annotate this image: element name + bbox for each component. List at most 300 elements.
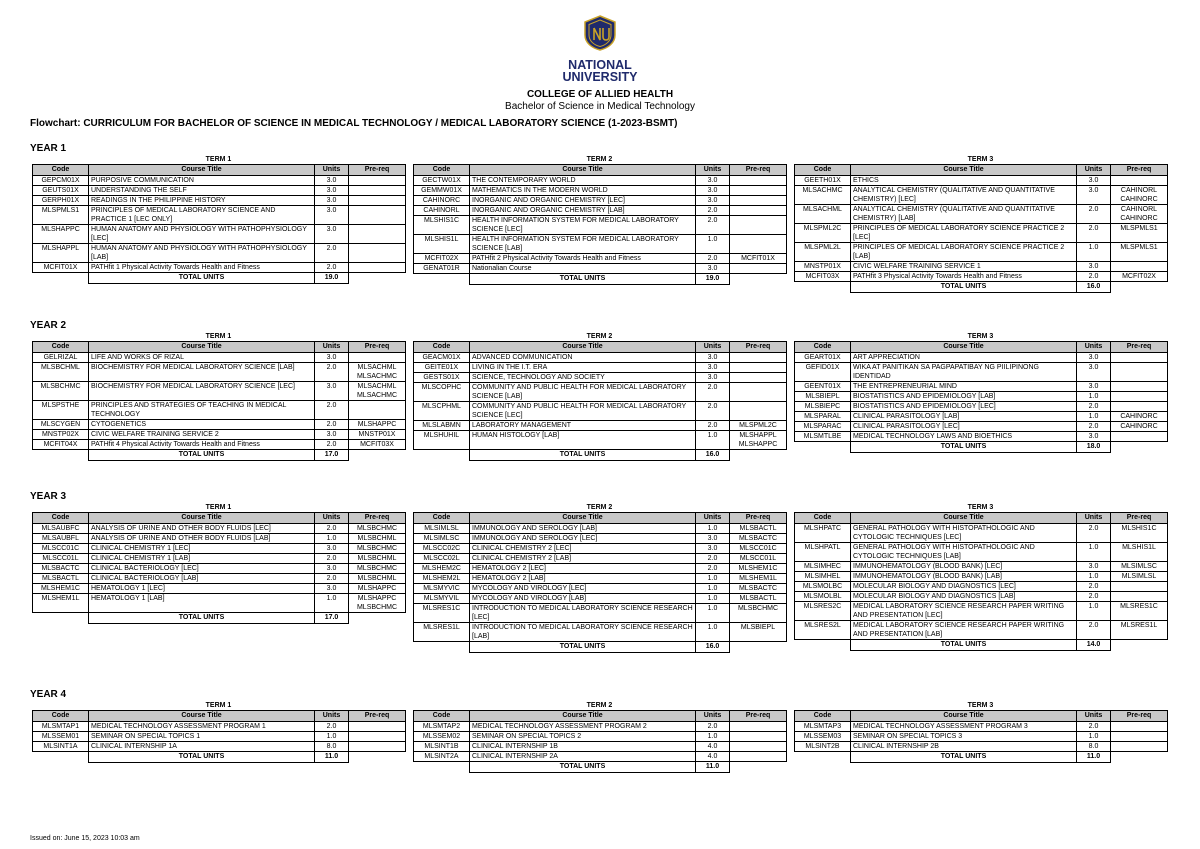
term-title: TERM 2 [586,702,613,709]
course-code: MLSINT1B [414,742,470,752]
course-units: 3.0 [315,176,349,186]
course-prereq [730,196,787,206]
course-code: MLSCC01L [33,554,89,564]
course-code: MLSCC02L [414,554,470,564]
course-units: 4.0 [696,742,730,752]
total-units-label: TOTAL UNITS [470,642,696,653]
course-table [32,341,406,461]
column-header-title: Course Title [851,711,1077,722]
course-title: PATHfit 2 Physical Activity Towards Health and Fitness [470,254,696,264]
course-code: MLSPARAL [795,412,851,422]
course-row [795,205,1168,224]
course-row [33,420,406,430]
course-code: MLSBIEPL [795,392,851,402]
course-units: 3.0 [1077,176,1111,186]
university-seal-icon [583,15,617,51]
course-row [414,623,787,642]
course-title: CLINICAL PARASITOLOGY [LEC] [851,422,1077,432]
course-row [795,432,1168,442]
course-prereq: MLSHAPPC [349,584,406,594]
course-row [795,392,1168,402]
course-prereq [1111,353,1168,363]
total-units-value: 19.0 [315,273,349,284]
course-units: 1.0 [315,732,349,742]
course-row [414,584,787,594]
course-prereq [730,402,787,421]
course-title: PRINCIPLES AND STRATEGIES OF TEACHING IN MEDICAL TECHNOLOGY [89,401,315,420]
course-row [414,604,787,623]
course-title: HEALTH INFORMATION SYSTEM FOR MEDICAL LABORATORY SCIENCE [LAB] [470,235,696,254]
course-prereq [730,216,787,235]
course-code: MLSCC01C [33,544,89,554]
course-title: HEMATOLOGY 1 [LAB] [89,594,315,613]
course-code: GELRIZAL [33,353,89,363]
course-prereq: MLSIMLSC [1111,562,1168,572]
course-row [414,594,787,604]
course-code: MLSBACTL [33,574,89,584]
course-title: CYTOGENETICS [89,420,315,430]
total-spacer [349,450,406,461]
course-row [414,186,787,196]
total-units-value: 11.0 [1077,752,1111,763]
course-prereq: MLSHEM1L [730,574,787,584]
course-units: 1.0 [1077,392,1111,402]
course-title: ADVANCED COMMUNICATION [470,353,696,363]
course-row [414,544,787,554]
course-title: IMMUNOHEMATOLOGY (BLOOD BANK) [LAB] [851,572,1077,582]
course-code: MLSCOPHC [414,383,470,402]
course-units: 1.0 [696,594,730,604]
column-header-code: Code [414,165,470,176]
course-title: SCIENCE, TECHNOLOGY AND SOCIETY [470,373,696,383]
total-row [414,642,787,653]
course-prereq [349,176,406,186]
total-spacer [1111,752,1168,763]
course-prereq: MLSACHML MLSACHMC [349,363,406,382]
course-units: 3.0 [1077,432,1111,442]
course-prereq: MLSIMLSL [1111,572,1168,582]
course-row [795,262,1168,272]
course-title: BIOSTATISTICS AND EPIDEMIOLOGY [LEC] [851,402,1077,412]
course-table [413,164,787,285]
total-units-label: TOTAL UNITS [851,282,1077,293]
course-prereq: MLSHAPPC MLSBCHMC [349,594,406,613]
course-units: 2.0 [696,564,730,574]
course-prereq: MLSBCHMC [730,604,787,623]
column-header-prereq: Pre-req [730,342,787,353]
column-header-prereq: Pre-req [349,513,406,524]
course-prereq [730,722,787,732]
course-title: MEDICAL TECHNOLOGY ASSESSMENT PROGRAM 1 [89,722,315,732]
course-title: PURPOSIVE COMMUNICATION [89,176,315,186]
course-code: MLSHPATL [795,543,851,562]
course-row [33,176,406,186]
course-row [414,574,787,584]
course-title: THE CONTEMPORARY WORLD [470,176,696,186]
course-title: MATHEMATICS IN THE MODERN WORLD [470,186,696,196]
total-row [33,752,406,763]
course-units: 2.0 [315,574,349,584]
course-row [33,382,406,401]
total-spacer [33,273,89,284]
course-title: THE ENTREPRENEURIAL MIND [851,382,1077,392]
course-code: MLSPSTHE [33,401,89,420]
course-prereq: MLSRES1C [1111,602,1168,621]
course-units: 2.0 [1077,224,1111,243]
column-header-title: Course Title [89,513,315,524]
course-units: 2.0 [696,216,730,235]
course-title: ANALYTICAL CHEMISTRY (QUALITATIVE AND QUANTITATIVE CHEMISTRY) [LEC] [851,186,1077,205]
course-row [795,572,1168,582]
course-code: MLSHEM1C [33,584,89,594]
course-prereq [730,732,787,742]
course-prereq [1111,582,1168,592]
total-spacer [349,273,406,284]
total-spacer [730,762,787,773]
course-units: 1.0 [696,732,730,742]
course-units: 2.0 [696,383,730,402]
column-header-units: Units [696,513,730,524]
total-spacer [795,282,851,293]
course-title: CLINICAL INTERNSHIP 1B [470,742,696,752]
college-name: COLLEGE OF ALLIED HEALTH [526,89,674,100]
course-units: 2.0 [696,402,730,421]
course-row [33,363,406,382]
column-header-title: Course Title [470,342,696,353]
column-header-code: Code [414,342,470,353]
total-spacer [414,450,470,461]
total-spacer [1111,442,1168,453]
total-spacer [414,642,470,653]
course-row [414,196,787,206]
course-units: 2.0 [315,363,349,382]
term-title: TERM 3 [967,504,994,511]
course-code: MLSHUHIL [414,431,470,450]
total-spacer [1111,282,1168,293]
total-units-value: 16.0 [696,642,730,653]
course-units: 1.0 [315,594,349,613]
course-prereq [1111,732,1168,742]
course-units: 3.0 [696,373,730,383]
column-header-units: Units [696,711,730,722]
course-row [33,353,406,363]
course-title: HUMAN HISTOLOGY [LAB] [470,431,696,450]
column-header-prereq: Pre-req [349,711,406,722]
year-label: YEAR 1 [30,143,67,154]
total-units-label: TOTAL UNITS [851,442,1077,453]
course-code: GEETH01X [795,176,851,186]
course-row [33,594,406,613]
course-code: MLSRES2C [795,602,851,621]
course-title: SEMINAR ON SPECIAL TOPICS 1 [89,732,315,742]
course-prereq [730,373,787,383]
total-row [414,762,787,773]
total-units-value: 17.0 [315,450,349,461]
term-title: TERM 2 [586,333,613,340]
course-units: 3.0 [1077,363,1111,382]
course-prereq: CAHINORL CAHINORC [1111,205,1168,224]
total-spacer [414,762,470,773]
course-code: MLSSEM02 [414,732,470,742]
course-units: 1.0 [696,623,730,642]
course-code: MCFIT01X [33,263,89,273]
course-code: MLSIMLSC [414,534,470,544]
course-title: COMMUNITY AND PUBLIC HEALTH FOR MEDICAL LABORATORY SCIENCE [LAB] [470,383,696,402]
course-code: GEART01X [795,353,851,363]
column-header-units: Units [315,711,349,722]
column-header-code: Code [33,513,89,524]
course-title: PRINCIPLES OF MEDICAL LABORATORY SCIENCE PRACTICE 2 [LEC] [851,224,1077,243]
course-title: IMMUNOLOGY AND SEROLOGY [LEC] [470,534,696,544]
course-row [414,534,787,544]
course-title: LIVING IN THE I.T. ERA [470,363,696,373]
course-row [33,584,406,594]
course-code: MLSMTAP2 [414,722,470,732]
course-prereq [730,206,787,216]
course-units: 2.0 [315,244,349,263]
course-row [795,272,1168,282]
course-units: 3.0 [696,534,730,544]
course-title: LABORATORY MANAGEMENT [470,421,696,431]
course-title: ART APPRECIATION [851,353,1077,363]
course-units: 1.0 [1077,243,1111,262]
course-row [795,363,1168,382]
course-row [33,430,406,440]
course-row [795,402,1168,412]
course-code: MLSHAPPC [33,225,89,244]
total-row [795,640,1168,651]
course-code: GENAT01R [414,264,470,274]
course-units: 1.0 [696,524,730,534]
course-prereq: MLSPML2C [730,421,787,431]
course-units: 3.0 [315,186,349,196]
course-row [795,412,1168,422]
course-title: CLINICAL CHEMISTRY 2 [LEC] [470,544,696,554]
course-units: 2.0 [315,722,349,732]
course-code: MLSPML2L [795,243,851,262]
course-prereq [349,742,406,752]
course-title: UNDERSTANDING THE SELF [89,186,315,196]
course-row [795,582,1168,592]
course-code: MLSINT2B [795,742,851,752]
course-row [414,216,787,235]
total-row [795,752,1168,763]
course-row [795,592,1168,602]
course-title: LIFE AND WORKS OF RIZAL [89,353,315,363]
column-header-prereq: Pre-req [730,711,787,722]
course-prereq [349,196,406,206]
course-prereq [349,225,406,244]
course-row [33,263,406,273]
term-block [413,701,786,773]
course-title: CLINICAL CHEMISTRY 2 [LAB] [470,554,696,564]
total-row [795,442,1168,453]
course-prereq [1111,402,1168,412]
course-code: MLSHEM1L [33,594,89,613]
course-prereq: CAHINORC [1111,412,1168,422]
course-units: 8.0 [315,742,349,752]
total-spacer [33,752,89,763]
course-row [414,421,787,431]
course-code: GEUTS01X [33,186,89,196]
course-prereq: CAHINORL CAHINORC [1111,186,1168,205]
column-header-units: Units [1077,513,1111,524]
course-prereq [730,235,787,254]
course-row [414,524,787,534]
course-prereq: CAHINORC [1111,422,1168,432]
column-header-title: Course Title [89,342,315,353]
course-units: 2.0 [696,254,730,264]
course-units: 2.0 [1077,621,1111,640]
course-units: 2.0 [696,421,730,431]
total-units-value: 16.0 [1077,282,1111,293]
course-units: 1.0 [696,604,730,623]
course-prereq [1111,176,1168,186]
course-row [33,554,406,564]
course-prereq: MLSCC01L [730,554,787,564]
course-units: 3.0 [1077,382,1111,392]
course-row [33,574,406,584]
course-units: 1.0 [696,584,730,594]
course-title: INTRODUCTION TO MEDICAL LABORATORY SCIENCE RESEARCH [LAB] [470,623,696,642]
course-units: 2.0 [1077,592,1111,602]
course-code: MLSACHML [795,205,851,224]
total-spacer [795,752,851,763]
column-header-units: Units [696,165,730,176]
course-row [795,621,1168,640]
course-title: Nationalian Course [470,264,696,274]
course-code: MLSIMHEC [795,562,851,572]
course-units: 3.0 [696,186,730,196]
course-code: GEPCM01X [33,176,89,186]
course-title: ETHICS [851,176,1077,186]
course-title: CIVIC WELFARE TRAINING SERVICE 1 [851,262,1077,272]
course-code: MLSMTAP3 [795,722,851,732]
total-units-label: TOTAL UNITS [470,762,696,773]
course-prereq: MLSHIS1L [1111,543,1168,562]
course-units: 3.0 [315,225,349,244]
course-row [33,244,406,263]
term-block [32,701,405,763]
course-code: GEENT01X [795,382,851,392]
course-prereq [1111,742,1168,752]
total-units-label: TOTAL UNITS [470,274,696,285]
total-spacer [349,752,406,763]
course-units: 1.0 [315,534,349,544]
total-units-label: TOTAL UNITS [89,752,315,763]
course-prereq [1111,392,1168,402]
course-row [414,206,787,216]
course-prereq [349,401,406,420]
course-row [414,722,787,732]
course-row [414,353,787,363]
course-row [795,524,1168,543]
course-units: 4.0 [696,752,730,762]
course-code: MLSIMLSL [414,524,470,534]
total-units-label: TOTAL UNITS [851,752,1077,763]
term-title: TERM 3 [967,333,994,340]
course-prereq: MCFIT03X [349,440,406,450]
course-prereq [730,742,787,752]
total-units-value: 16.0 [696,450,730,461]
course-title: IMMUNOLOGY AND SEROLOGY [LAB] [470,524,696,534]
course-prereq: MLSBCHML [349,534,406,544]
course-prereq: MLSBACTL [730,594,787,604]
course-prereq: MLSHAPPL MLSHAPPC [730,431,787,450]
course-row [795,224,1168,243]
course-prereq [730,363,787,373]
course-prereq [1111,592,1168,602]
term-block [32,503,405,624]
course-row [795,742,1168,752]
column-header-units: Units [696,342,730,353]
course-row [795,543,1168,562]
course-code: GECTW01X [414,176,470,186]
column-header-title: Course Title [851,342,1077,353]
course-row [33,225,406,244]
course-code: MLSACHMC [795,186,851,205]
course-units: 1.0 [1077,543,1111,562]
course-units: 3.0 [315,430,349,440]
term-block [794,701,1167,763]
term-block [413,332,786,461]
column-header-title: Course Title [89,165,315,176]
course-row [795,382,1168,392]
course-units: 1.0 [1077,732,1111,742]
term-block [794,155,1167,293]
course-prereq: MLSBCHMC [349,524,406,534]
course-code: MLSHAPPL [33,244,89,263]
course-units: 2.0 [315,401,349,420]
course-units: 2.0 [1077,205,1111,224]
course-row [795,562,1168,572]
course-row [33,722,406,732]
course-code: MLSHPATC [795,524,851,543]
course-code: MNSTP02X [33,430,89,440]
course-units: 3.0 [1077,562,1111,572]
course-units: 3.0 [315,382,349,401]
course-prereq [730,383,787,402]
term-block [32,155,405,284]
course-prereq [349,722,406,732]
term-block [794,503,1167,651]
course-units: 2.0 [1077,722,1111,732]
term-block [32,332,405,461]
course-row [414,254,787,264]
total-units-value: 11.0 [696,762,730,773]
course-row [414,564,787,574]
course-title: MOLECULAR BIOLOGY AND DIAGNOSTICS [LAB] [851,592,1077,602]
total-units-value: 17.0 [315,613,349,624]
course-prereq: MCFIT02X [1111,272,1168,282]
term-title: TERM 1 [205,702,232,709]
course-title: SEMINAR ON SPECIAL TOPICS 2 [470,732,696,742]
course-prereq [1111,722,1168,732]
course-table [32,512,406,624]
course-title: MOLECULAR BIOLOGY AND DIAGNOSTICS [LEC] [851,582,1077,592]
course-units: 2.0 [315,554,349,564]
column-header-title: Course Title [470,513,696,524]
course-title: INORGANIC AND ORGANIC CHEMISTRY [LAB] [470,206,696,216]
course-code: MLSAUBFL [33,534,89,544]
course-title: BIOCHEMISTRY FOR MEDICAL LABORATORY SCIENCE [LEC] [89,382,315,401]
column-header-prereq: Pre-req [730,513,787,524]
flowchart-title: Flowchart: CURRICULUM FOR BACHELOR OF SCIENCE IN MEDICAL TECHNOLOGY / MEDICAL LABORATORY SCIENCE (1-2023-BSMT) [30,118,678,129]
course-title: MEDICAL LABORATORY SCIENCE RESEARCH PAPER WRITING AND PRESENTATION [LAB] [851,621,1077,640]
course-code: MLSRES1C [414,604,470,623]
term-block [413,155,786,285]
course-row [33,742,406,752]
